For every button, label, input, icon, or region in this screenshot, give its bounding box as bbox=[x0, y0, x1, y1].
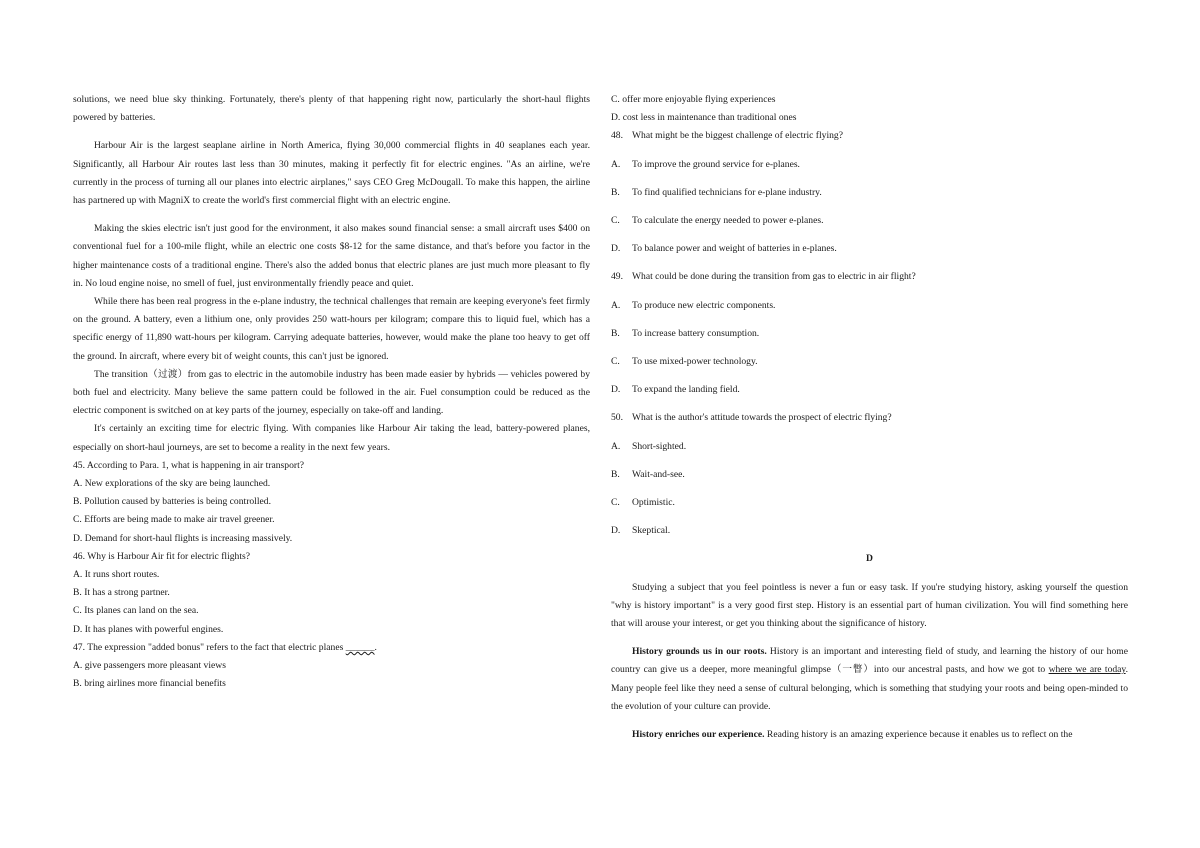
option-label: B. bbox=[611, 327, 620, 339]
option-label: A. bbox=[611, 299, 621, 311]
option-text: Skeptical. bbox=[632, 525, 671, 537]
option-label: A. bbox=[611, 440, 621, 452]
underlined-phrase: where we are today bbox=[1048, 664, 1126, 676]
question-47 bbox=[73, 639, 590, 657]
left-column bbox=[73, 91, 590, 694]
option-label: C. bbox=[611, 356, 620, 368]
section-heading: D bbox=[866, 553, 873, 565]
option-text: To calculate the energy needed to power e-planes. bbox=[632, 215, 824, 227]
passage-paragraph: solutions, we need blue sky thinking. Fortunately, there's plenty of that happening right now, particularly the short-haul flights powered by batteries. bbox=[73, 94, 590, 124]
option-text: To improve the ground service for e-planes. bbox=[632, 158, 800, 170]
question-number: 48. bbox=[611, 130, 623, 142]
paragraph-text: Reading history is an amazing experience because it enables us to reflect on the bbox=[764, 729, 1073, 741]
option-45-b: B. Pollution caused by batteries is being controlled. bbox=[73, 496, 271, 508]
question-text: What could be done during the transition from gas to electric in air flight? bbox=[632, 271, 916, 283]
option-label: D. bbox=[611, 243, 621, 255]
question-text: What is the author's attitude towards the prospect of electric flying? bbox=[632, 412, 892, 424]
option-text: Wait-and-see. bbox=[632, 468, 685, 480]
option-49-d bbox=[611, 381, 1128, 399]
option-49-b bbox=[611, 325, 1128, 343]
option-label: C. bbox=[611, 215, 620, 227]
question-49 bbox=[611, 268, 1128, 286]
option-48-d bbox=[611, 240, 1128, 258]
option-48-b bbox=[611, 184, 1128, 202]
passage-paragraph bbox=[611, 643, 1128, 716]
option-47-a: A. give passengers more pleasant views bbox=[73, 660, 226, 672]
option-text: To increase battery consumption. bbox=[632, 327, 760, 339]
paragraph-lead: History enriches our experience. bbox=[632, 729, 765, 741]
option-text: Short-sighted. bbox=[632, 440, 687, 452]
option-50-b bbox=[611, 466, 1128, 484]
passage-paragraph: Making the skies electric isn't just good for the environment, it also makes sound financial sense: a small aircraft uses $400 on conventional fuel for a 100-mile flight, while an electric one costs $8-12 for the same distance, and that's before you factor in the higher maintenance costs of a traditional engine. There's also the added bonus that electric planes are just much more pleasant to fly in. No loud engine noise, no smell of fuel, just environmentally friendly peace and quiet. bbox=[73, 223, 590, 289]
question-number: 49. bbox=[611, 271, 623, 283]
option-text: To find qualified technicians for e-plane industry. bbox=[632, 186, 822, 198]
question-48 bbox=[611, 127, 1128, 145]
paragraph-text: History is an important and interesting field of study, and learning the history of our home country can give us a deeper, more meaningful glimpse（一瞥）into our ancestral pasts, and how we got to bbox=[611, 646, 1128, 676]
option-text: To expand the landing field. bbox=[632, 384, 740, 396]
option-45-a: A. New explorations of the sky are being launched. bbox=[73, 478, 271, 490]
question-45: 45. According to Para. 1, what is happening in air transport? bbox=[73, 459, 304, 471]
paragraph-lead: History grounds us in our roots. bbox=[632, 646, 767, 658]
option-label: D. bbox=[611, 525, 621, 537]
option-46-a: A. It runs short routes. bbox=[73, 569, 160, 581]
option-45-d: D. Demand for short-haul flights is increasing massively. bbox=[73, 532, 293, 544]
option-label: D. bbox=[611, 384, 621, 396]
option-label: A. bbox=[611, 158, 621, 170]
option-text: To use mixed-power technology. bbox=[632, 356, 758, 368]
option-50-c bbox=[611, 494, 1128, 512]
option-47-b: B. bring airlines more financial benefits bbox=[73, 678, 226, 690]
option-46-d: D. It has planes with powerful engines. bbox=[73, 623, 224, 635]
passage-paragraph: The transition（过渡）from gas to electric in the automobile industry has been made easier by hybrids — vehicles powered by both fuel and electricity. Many believe the same pattern could be followed in the air. Fuel consumption could be reduced as the electric component is switched on at key parts of the journey, especially on take-off and landing. bbox=[73, 368, 590, 417]
option-45-c: C. Efforts are being made to make air travel greener. bbox=[73, 514, 275, 526]
option-48-a bbox=[611, 156, 1128, 174]
option-46-b: B. It has a strong partner. bbox=[73, 587, 170, 599]
question-46: 46. Why is Harbour Air fit for electric flights? bbox=[73, 550, 250, 562]
question-number: 50. bbox=[611, 412, 623, 424]
option-46-c: C. Its planes can land on the sea. bbox=[73, 605, 199, 617]
option-text: To balance power and weight of batteries in e-planes. bbox=[632, 243, 837, 255]
option-label: B. bbox=[611, 186, 620, 198]
question-50 bbox=[611, 409, 1128, 427]
option-47-d: D. cost less in maintenance than traditional ones bbox=[611, 112, 797, 124]
paragraph-text: . Many people feel like they need a sense of cultural belonging, which is something that studying your roots and being open-minded to the evolution of your culture can provide. bbox=[611, 664, 1128, 712]
passage-paragraph bbox=[611, 726, 1128, 744]
passage-paragraph: While there has been real progress in the e-plane industry, the technical challenges that remain are keeping everyone's feet firmly on the ground. A battery, even a lithium one, only provides 250 watt-hours per kilogram; compare this to liquid fuel, which has a specific energy of 11,890 watt-hours per kilogram. Carrying adequate batteries, however, would make the plane too heavy to get off the ground. In aircraft, where every bit of weight counts, this can't just be ignored. bbox=[73, 296, 590, 362]
option-50-a bbox=[611, 438, 1128, 456]
option-50-d bbox=[611, 522, 1128, 540]
option-49-c bbox=[611, 353, 1128, 371]
question-47-end: . bbox=[374, 641, 377, 653]
option-text: To produce new electric components. bbox=[632, 299, 776, 311]
answer-blank: ______ bbox=[345, 641, 375, 653]
right-column bbox=[611, 91, 1128, 744]
question-47-stem: 47. The expression "added bonus" refers to the fact that electric planes bbox=[73, 641, 346, 653]
option-text: Optimistic. bbox=[632, 497, 675, 509]
option-47-c: C. offer more enjoyable flying experiences bbox=[611, 94, 776, 105]
passage-paragraph: Harbour Air is the largest seaplane airline in North America, flying 30,000 commercial flights in 40 seaplanes each year. Significantly, all Harbour Air routes last less than 30 minutes, making it perfectly fit for electric engines. "As an airline, we're currently in the process of turning all our planes into electric airplanes," says CEO Greg McDougall. To make this happen, the airline has partnered up with MagniX to create the world's first commercial flight with an electric engine. bbox=[73, 140, 590, 207]
option-label: B. bbox=[611, 468, 620, 480]
passage-paragraph: Studying a subject that you feel pointless is never a fun or easy task. If you're studying history, asking yourself the question "why is history important" is a very good first step. History is an essential part of human civilization. You will find something here that will arouse your interest, or get you thinking about the significance of history. bbox=[611, 581, 1128, 630]
option-label: C. bbox=[611, 497, 620, 509]
passage-paragraph: It's certainly an exciting time for electric flying. With companies like Harbour Air taking the lead, battery-powered planes, especially on short-haul journeys, are set to become a reality in the next few years. bbox=[73, 423, 590, 453]
question-text: What might be the biggest challenge of electric flying? bbox=[632, 130, 843, 142]
option-48-c bbox=[611, 212, 1128, 230]
option-49-a bbox=[611, 297, 1128, 315]
